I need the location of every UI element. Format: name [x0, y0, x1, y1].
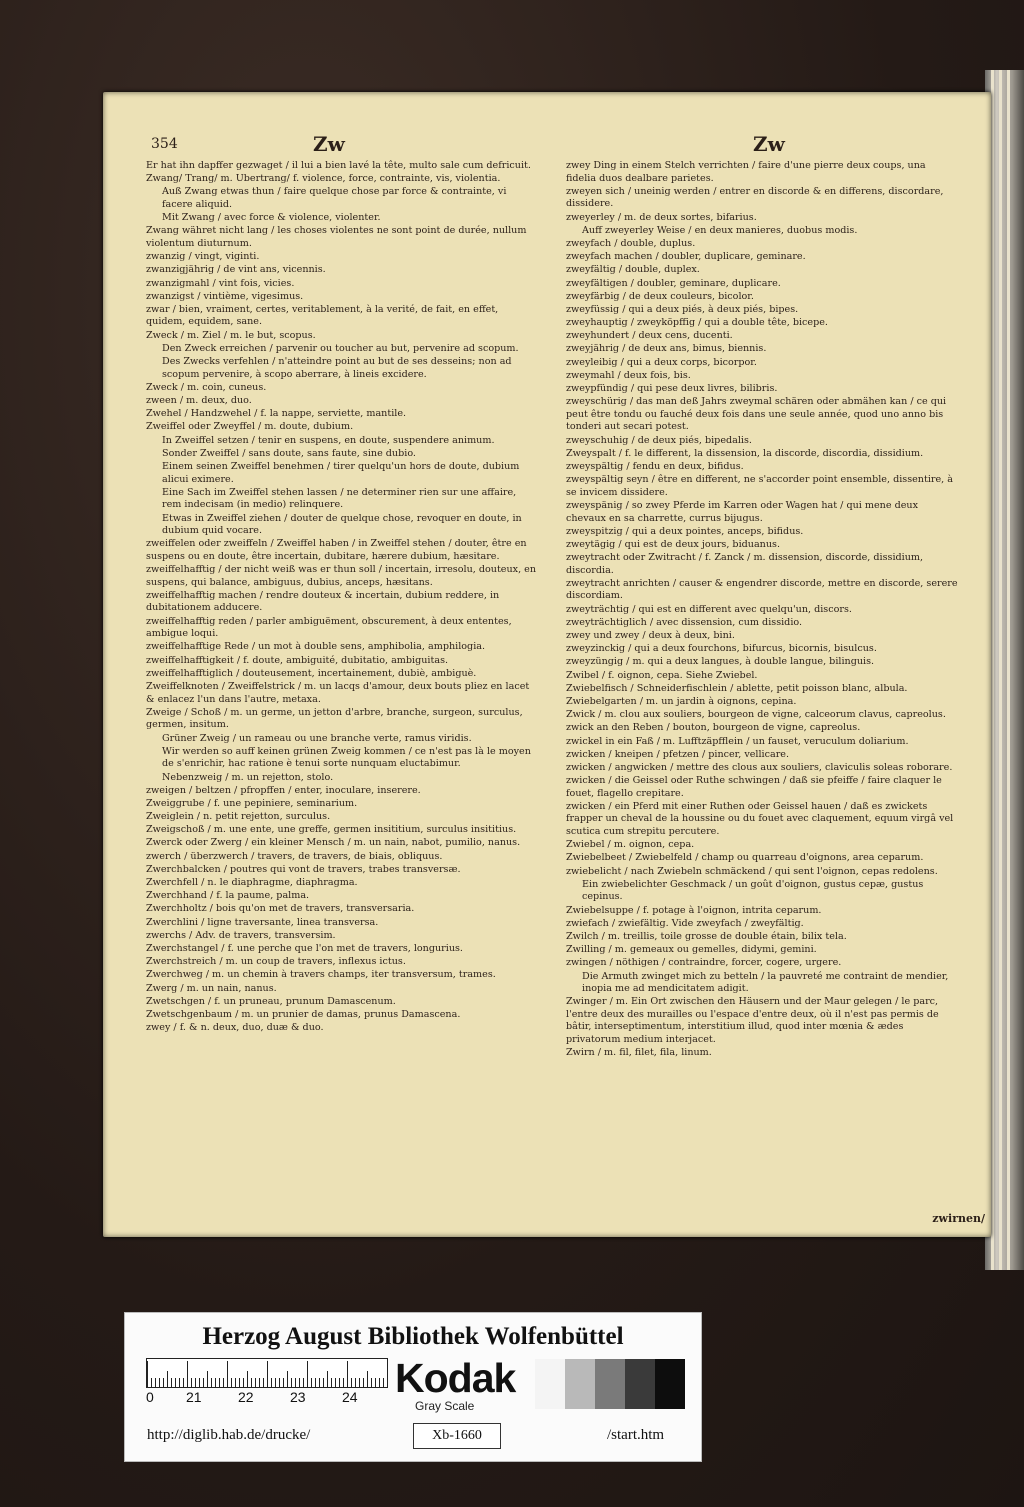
- ruler-label: 24: [342, 1389, 358, 1405]
- gray-scale-swatches: [535, 1359, 685, 1409]
- dictionary-entry: zweigen / beltzen / pfropffen / enter, inoculare, inserere.: [146, 784, 421, 796]
- library-color-target: [124, 1312, 702, 1462]
- dictionary-entry: zweyerley / m. de deux sortes, bifarius.: [566, 211, 757, 223]
- dictionary-entry: Zweiggrube / f. une pepiniere, seminarium.: [146, 797, 358, 809]
- ruler-tick: [183, 1378, 184, 1387]
- dictionary-entry: Zwiebel / m. oignon, cepa.: [566, 839, 695, 851]
- dictionary-entry: zweyfältigen / doubler, geminare, duplicare.: [566, 277, 781, 289]
- dictionary-entry: zwerch / überzwerch / travers, de travers, de biais, obliquus.: [146, 850, 443, 862]
- ruler-tick: [319, 1378, 320, 1387]
- dictionary-entry: Zwetschgenbaum / m. un prunier de damas, prunus Damascena.: [146, 1008, 461, 1020]
- ruler-tick: [219, 1378, 220, 1387]
- dictionary-entry: Zwick / m. clou aux souliers, bourgeon de vigne, calceorum clavus, capreolus.: [566, 709, 946, 721]
- dictionary-entry: Einem seinen Zweiffel benehmen / tirer quelqu'un hors de doute, dubium alicui eximere.: [162, 460, 520, 485]
- dictionary-entry: Zwehel / Handzwehel / f. la nappe, serviette, mantile.: [146, 408, 407, 420]
- ruler-tick: [195, 1378, 196, 1387]
- left-column: [146, 160, 538, 1035]
- kodak-logo: Kodak: [395, 1355, 516, 1401]
- ruler-tick: [243, 1378, 244, 1387]
- dictionary-entry: zwerchs / Adv. de travers, transversim.: [146, 929, 336, 941]
- dictionary-entry: Zwerck oder Zwerg / ein kleiner Mensch / m. un nain, nabot, pumilio, nanus.: [146, 837, 521, 849]
- ruler-tick: [255, 1378, 256, 1387]
- dictionary-entry: zweyen sich / uneinig werden / entrer en discorde & en differens, discordare, dissidere.: [566, 185, 944, 210]
- ruler-tick: [203, 1378, 204, 1387]
- ruler-tick: [279, 1378, 280, 1387]
- library-url[interactable]: http://diglib.hab.de/drucke/: [147, 1427, 311, 1443]
- dictionary-entry: zweytracht anrichten / causer & engendrer discorde, mettre en discorde, serere discordiam.: [566, 577, 958, 602]
- dictionary-entry: Zweiffel oder Zweyffel / m. doute, dubium.: [146, 421, 354, 433]
- dictionary-entry: Mit Zwang / avec force & violence, violenter.: [162, 212, 381, 224]
- dictionary-entry: zweypfündig / qui pese deux livres, bilibris.: [566, 383, 778, 394]
- dictionary-entry: zwicken / angwicken / mettre des clous aux souliers, claviculis soleas roborare.: [566, 761, 953, 773]
- ruler-tick: [303, 1378, 304, 1387]
- ruler-tick: [235, 1378, 236, 1387]
- ruler-tick: [323, 1378, 324, 1387]
- dictionary-entry: Zwilch / m. treillis, toile grosse de double étain, bilix tela.: [566, 930, 847, 942]
- dictionary-entry: Sonder Zweiffel / sans doute, sans faute, sine dubio.: [162, 447, 416, 459]
- dictionary-entry: zweiffelhafftiglich / douteusement, incertainement, dubiè, ambiguè.: [146, 667, 477, 679]
- dictionary-entry: zwicken / die Geissel oder Ruthe schwingen / daß sie pfeiffe / faire claquer le fouet, flagello crepitare.: [566, 775, 942, 799]
- dictionary-entry: Zwinger / m. Ein Ort zwischen den Häusern und der Maur gelegen / le parc, l'entre deux des murailles ou l'espace d'entre deux, où il n'est pas permis de bâtir, interseptimentum, interstitium illud, quod inter mœnia & ædes privatorum medium interjacet.: [566, 996, 939, 1046]
- scale-ruler-labels: [146, 1389, 406, 1405]
- ruler-tick: [263, 1378, 264, 1387]
- running-head-right: Zw: [753, 132, 785, 156]
- ruler-tick: [367, 1371, 368, 1387]
- dictionary-entry: zwey und zwey / deux à deux, bini.: [566, 630, 735, 641]
- dictionary-entry: Zweyspalt / f. le different, la dissension, la discorde, discordia, dissidium.: [566, 447, 924, 459]
- ruler-tick: [359, 1378, 360, 1387]
- dictionary-entry: Zwerchholtz / bois qu'on met de travers, transversaria.: [146, 903, 415, 915]
- dictionary-entry: Auß Zwang etwas thun / faire quelque chose par force & contrainte, vi facere aliquid.: [162, 186, 507, 210]
- ruler-tick: [327, 1371, 328, 1387]
- dictionary-entry: Zwilling / m. gemeaux ou gemelles, didymi, gemini.: [566, 944, 817, 956]
- ruler-tick: [363, 1378, 364, 1387]
- dictionary-entry: zweyschürig / das man deß Jahrs zweymal schären oder abmähen kan / ce qui peut être tondu ou fauché deux fois dans une seule année, quod uno anno bis tonderi aut secari potest.: [566, 396, 947, 433]
- dictionary-entry: zweyfüssig / qui a deux piés, à deux piés, bipes.: [566, 303, 799, 315]
- page-number: 354: [151, 136, 178, 152]
- dictionary-entry: zweyleibig / qui a deux corps, bicorpor.: [566, 356, 757, 368]
- dictionary-entry: Zwerchbalcken / poutres qui vont de travers, trabes transversæ.: [146, 863, 461, 875]
- dictionary-entry: zwey Ding in einem Stelch verrichten / faire d'une pierre deux coups, una fidelia duos dealbare parietes.: [566, 160, 926, 184]
- dictionary-entry: zweyzinckig / qui a deux fourchons, bifurcus, bicornis, bisulcus.: [566, 643, 877, 655]
- dictionary-entry: Zwerchstreich / m. un coup de travers, inflexus ictus.: [146, 956, 406, 968]
- dictionary-entry: Zweiffelknoten / Zweiffelstrick / m. un lacqs d'amour, deux bouts pliez en lacet & enlacez l'un dans l'autre, metaxa.: [146, 680, 530, 705]
- gray-swatch: [565, 1359, 595, 1409]
- ruler-tick: [375, 1378, 376, 1387]
- dictionary-entry: Zwerchstangel / f. une perche que l'on met de travers, longurius.: [146, 942, 463, 954]
- shelfmark: Xb-1660: [413, 1423, 501, 1449]
- dictionary-entry: zweiffelhafftigkeit / f. doute, ambiguité, dubitatio, ambiguitas.: [146, 654, 449, 666]
- dictionary-entry: Ein zwiebelichter Geschmack / un goût d'oignon, gustus cepæ, gustus cepinus.: [582, 878, 924, 903]
- dictionary-entry: Den Zweck erreichen / parvenir ou toucher au but, pervenire ad scopum.: [162, 342, 519, 354]
- ruler-tick: [307, 1361, 308, 1387]
- dictionary-entry: zwar / bien, vraiment, certes, veritablement, à la verité, de fait, en effet, quidem, equidem, sane.: [146, 303, 499, 328]
- start-link[interactable]: /start.htm: [607, 1427, 665, 1443]
- ruler-tick: [383, 1378, 384, 1387]
- dictionary-entry: zweyspitzig / qui a deux pointes, anceps, bifidus.: [566, 525, 804, 537]
- ruler-tick: [347, 1361, 348, 1387]
- dictionary-entry: zwey / f. & n. deux, duo, duæ & duo.: [146, 1022, 324, 1034]
- dictionary-entry: Eine Sach im Zweiffel stehen lassen / ne determiner rien sur une affaire, rem indecisam (in medio) relinquere.: [162, 486, 517, 511]
- ruler-tick: [151, 1378, 152, 1387]
- dictionary-entry: zweyfältig / double, duplex.: [566, 264, 700, 276]
- ruler-tick: [311, 1378, 312, 1387]
- dictionary-entry: zweytägig / qui est de deux jours, biduanus.: [566, 538, 781, 550]
- dictionary-entry: Die Armuth zwinget mich zu betteln / la pauvreté me contraint de mendier, inopia me ad mendicitatem adigit.: [582, 970, 949, 995]
- library-name: Herzog August Bibliothek Wolfenbüttel: [202, 1323, 624, 1350]
- dictionary-entry: zwingen / nöthigen / contraindre, forcer, cogere, urgere.: [566, 957, 842, 969]
- ruler-tick: [295, 1378, 296, 1387]
- ruler-tick: [271, 1378, 272, 1387]
- ruler-tick: [199, 1378, 200, 1387]
- dictionary-entry: zweymahl / deux fois, bis.: [566, 369, 691, 381]
- dictionary-entry: zwicken / ein Pferd mit einer Ruthen oder Geissel hauen / daß es zwickets frapper un cheval de la houssine ou du fouet avec claquement, equum virgâ vel scutica cum strepitu percutere.: [566, 800, 954, 838]
- dictionary-entry: Er hat ihn dapffer gezwaget / il lui a bien lavé la tête, multo sale cum defricuit.: [146, 160, 531, 171]
- dictionary-entry: zwanzigst / vintième, vigesimus.: [146, 290, 304, 302]
- dictionary-entry: zweyschuhig / de deux piés, bipedalis.: [566, 434, 752, 446]
- ruler-tick: [287, 1371, 288, 1387]
- dictionary-entry: Zwerchlini / ligne traversante, linea transversa.: [146, 916, 379, 928]
- dictionary-entry: zweiffelen oder zweiffeln / Zweiffel haben / in Zweiffel stehen / douter, être en suspens ou en doute, être incertain, dubitare, hærere dubium, hæsitare.: [146, 538, 527, 562]
- right-column: [566, 160, 958, 1060]
- ruler-tick: [187, 1361, 188, 1387]
- ruler-tick: [371, 1378, 372, 1387]
- dictionary-entry: zwiebelicht / nach Zwiebeln schmäckend / qui sent l'oignon, cepas redolens.: [566, 865, 938, 877]
- dictionary-entry: Zwang währet nicht lang / les choses violentes ne sont point de durée, nullum violentum diuturnum.: [146, 225, 527, 249]
- ruler-tick: [247, 1371, 248, 1387]
- dictionary-entry: zwick an den Reben / bouton, bourgeon de vigne, capreolus.: [566, 722, 861, 734]
- dictionary-entry: Nebenzweig / m. un rejetton, stolo.: [162, 771, 334, 783]
- dictionary-entry: Zwiebelfisch / Schneiderfischlein / ablette, petit poisson blanc, albula.: [566, 682, 908, 694]
- ruler-label: 22: [238, 1389, 254, 1405]
- dictionary-entry: zweyträchtig / qui est en different avec quelqu'un, discors.: [566, 603, 852, 615]
- dictionary-entry: zwiefach / zwiefältig. Vide zweyfach / zweyfältig.: [566, 917, 804, 929]
- ruler-tick: [163, 1378, 164, 1387]
- dictionary-entry: zweyhauptig / zweyköpffig / qui a double tête, bicepe.: [566, 317, 828, 329]
- gray-swatch: [625, 1359, 655, 1409]
- ruler-tick: [331, 1378, 332, 1387]
- dictionary-entry: Grüner Zweig / un rameau ou une branche verte, ramus viridis.: [162, 732, 472, 744]
- ruler-tick: [275, 1378, 276, 1387]
- catchword: zwirnen/: [932, 1212, 985, 1225]
- ruler-tick: [339, 1378, 340, 1387]
- dictionary-entry: Zwirn / m. fil, filet, fila, linum.: [566, 1047, 712, 1059]
- dictionary-entry: Wir werden so auff keinen grünen Zweig kommen / ce n'est pas là le moyen de s'enrichir, hac ratione è tenui sorte nunquam eluctabimur.: [162, 745, 531, 770]
- ruler-tick: [335, 1378, 336, 1387]
- ruler-tick: [283, 1378, 284, 1387]
- dictionary-entry: Zwetschgen / f. un pruneau, prunum Damascenum.: [146, 995, 396, 1007]
- gray-swatch: [535, 1359, 565, 1409]
- dictionary-entry: zweiffelhafftig / der nicht weiß was er thun soll / incertain, irresolu, douteux, en suspens, qui balance, ambiguus, dubius, anceps, hæsitans.: [146, 564, 537, 588]
- dictionary-entry: Zwiebelgarten / m. un jardin à oignons, cepina.: [566, 695, 797, 707]
- ruler-label: 23: [290, 1389, 306, 1405]
- scale-ruler: [146, 1358, 388, 1388]
- dictionary-entry: Zwerchhand / f. la paume, palma.: [146, 890, 310, 902]
- dictionary-entry: zweyzüngig / m. qui a deux langues, à double langue, bilinguis.: [566, 656, 875, 668]
- ruler-tick: [159, 1378, 160, 1387]
- ruler-tick: [291, 1378, 292, 1387]
- dictionary-entry: Zwibel / f. oignon, cepa. Siehe Zwiebel.: [566, 669, 758, 681]
- dictionary-entry: Auff zweyerley Weise / en deux manieres, duobus modis.: [582, 224, 858, 236]
- ruler-tick: [227, 1361, 228, 1387]
- dictionary-entry: zwickel in ein Faß / m. Lufftzäpfflein / un fauset, veruculum doliarium.: [566, 735, 909, 747]
- ruler-tick: [207, 1371, 208, 1387]
- ruler-tick: [379, 1378, 380, 1387]
- ruler-tick: [211, 1378, 212, 1387]
- dictionary-entry: Zweiglein / n. petit rejetton, surculus.: [146, 811, 331, 823]
- running-head-left: Zw: [313, 132, 345, 156]
- ruler-tick: [343, 1378, 344, 1387]
- dictionary-entry: zwanzigmahl / vint fois, vicies.: [146, 277, 295, 289]
- ruler-tick: [351, 1378, 352, 1387]
- ruler-tick: [355, 1378, 356, 1387]
- gray-scale-label: Gray Scale: [415, 1399, 475, 1413]
- dictionary-entry: zweyspältig seyn / être en different, ne s'accorder point ensemble, dissentire, à se invicem dissidere.: [566, 474, 953, 498]
- dictionary-entry: Zwerchfell / n. le diaphragme, diaphragma.: [146, 877, 358, 888]
- dictionary-entry: Zwerchweg / m. un chemin à travers champs, iter transversum, trames.: [146, 969, 496, 981]
- ruler-label: 0: [146, 1389, 154, 1405]
- ruler-tick: [299, 1378, 300, 1387]
- ruler-tick: [259, 1378, 260, 1387]
- dictionary-entry: Des Zwecks verfehlen / n'atteindre point au but de ses desseins; non ad scopum pervenire, à scopo aberrare, à lineis excidere.: [162, 356, 512, 380]
- dictionary-entry: zweyträchtiglich / avec dissension, cum dissidio.: [566, 616, 803, 628]
- dictionary-entry: Zweige / Schoß / m. un germe, un jetton d'arbre, branche, surgeon, surculus, germen, insitum.: [146, 706, 523, 731]
- ruler-tick: [155, 1378, 156, 1387]
- dictionary-entry: zweyfach machen / doubler, duplicare, geminare.: [566, 251, 806, 263]
- ruler-tick: [215, 1378, 216, 1387]
- dictionary-entry: zweyspältig / fendu en deux, bifidus.: [566, 460, 744, 472]
- ruler-tick: [315, 1378, 316, 1387]
- ruler-tick: [191, 1378, 192, 1387]
- dictionary-entry: Zweck / m. Ziel / m. le but, scopus.: [146, 329, 316, 341]
- gray-swatch: [655, 1359, 685, 1409]
- dictionary-entry: Zweigschoß / m. une ente, une greffe, germen insititium, surculus insititius.: [146, 824, 517, 836]
- ruler-tick: [231, 1378, 232, 1387]
- dictionary-entry: zwanzig / vingt, viginti.: [146, 251, 260, 263]
- ruler-tick: [147, 1361, 148, 1387]
- dictionary-entry: Zwerg / m. un nain, nanus.: [146, 982, 277, 994]
- dictionary-entry: zweiffelhafftig machen / rendre douteux & incertain, dubium reddere, in dubitationem adducere.: [146, 589, 500, 614]
- dictionary-entry: zweyfärbig / de deux couleurs, bicolor.: [566, 290, 754, 302]
- dictionary-entry: Zwiebelsuppe / f. potage à l'oignon, intrita ceparum.: [566, 904, 822, 916]
- dictionary-entry: zwicken / kneipen / pfetzen / pincer, vellicare.: [566, 748, 790, 760]
- dictionary-entry: zwanzigjährig / de vint ans, vicennis.: [146, 264, 326, 276]
- dictionary-entry: zweyjährig / de deux ans, bimus, biennis.: [566, 343, 767, 355]
- dictionary-entry: zweytracht oder Zwitracht / f. Zanck / m. dissension, discorde, dissidium, discordia.: [566, 552, 924, 576]
- ruler-tick: [239, 1378, 240, 1387]
- ruler-label: 21: [186, 1389, 202, 1405]
- dictionary-entry: Zwang/ Trang/ m. Ubertrang/ f. violence, force, contrainte, vis, violentia.: [146, 173, 501, 185]
- dictionary-entry: In Zweiffel setzen / tenir en suspens, en doute, suspendere animum.: [162, 434, 495, 446]
- dictionary-entry: zweyspänig / so zwey Pferde im Karren oder Wagen hat / qui mene deux chevaux en sa charrette, currus bijugus.: [566, 499, 918, 524]
- ruler-tick: [179, 1378, 180, 1387]
- dictionary-entry: zween / m. deux, duo.: [146, 395, 252, 406]
- ruler-tick: [387, 1361, 388, 1387]
- dictionary-entry: zweiffelhafftige Rede / un mot à double sens, amphibolia, amphilogia.: [146, 641, 486, 653]
- book-page: [103, 92, 991, 1237]
- ruler-tick: [251, 1378, 252, 1387]
- ruler-tick: [223, 1378, 224, 1387]
- ruler-tick: [167, 1371, 168, 1387]
- ruler-tick: [267, 1361, 268, 1387]
- dictionary-entry: zweyfach / double, duplus.: [566, 237, 696, 249]
- dictionary-entry: Zweck / m. coin, cuneus.: [146, 381, 267, 393]
- dictionary-entry: zweyhundert / deux cens, ducenti.: [566, 330, 733, 342]
- gray-swatch: [595, 1359, 625, 1409]
- ruler-tick: [175, 1378, 176, 1387]
- ruler-tick: [171, 1378, 172, 1387]
- dictionary-entry: Etwas in Zweiffel ziehen / douter de quelque chose, revoquer en doute, in dubium quid vocare.: [162, 512, 522, 537]
- dictionary-entry: zweiffelhafftig reden / parler ambiguëment, obscurement, à deux ententes, ambigue loqui.: [146, 615, 512, 640]
- dictionary-entry: Zwiebelbeet / Zwiebelfeld / champ ou quarreau d'oignons, area ceparum.: [566, 852, 924, 864]
